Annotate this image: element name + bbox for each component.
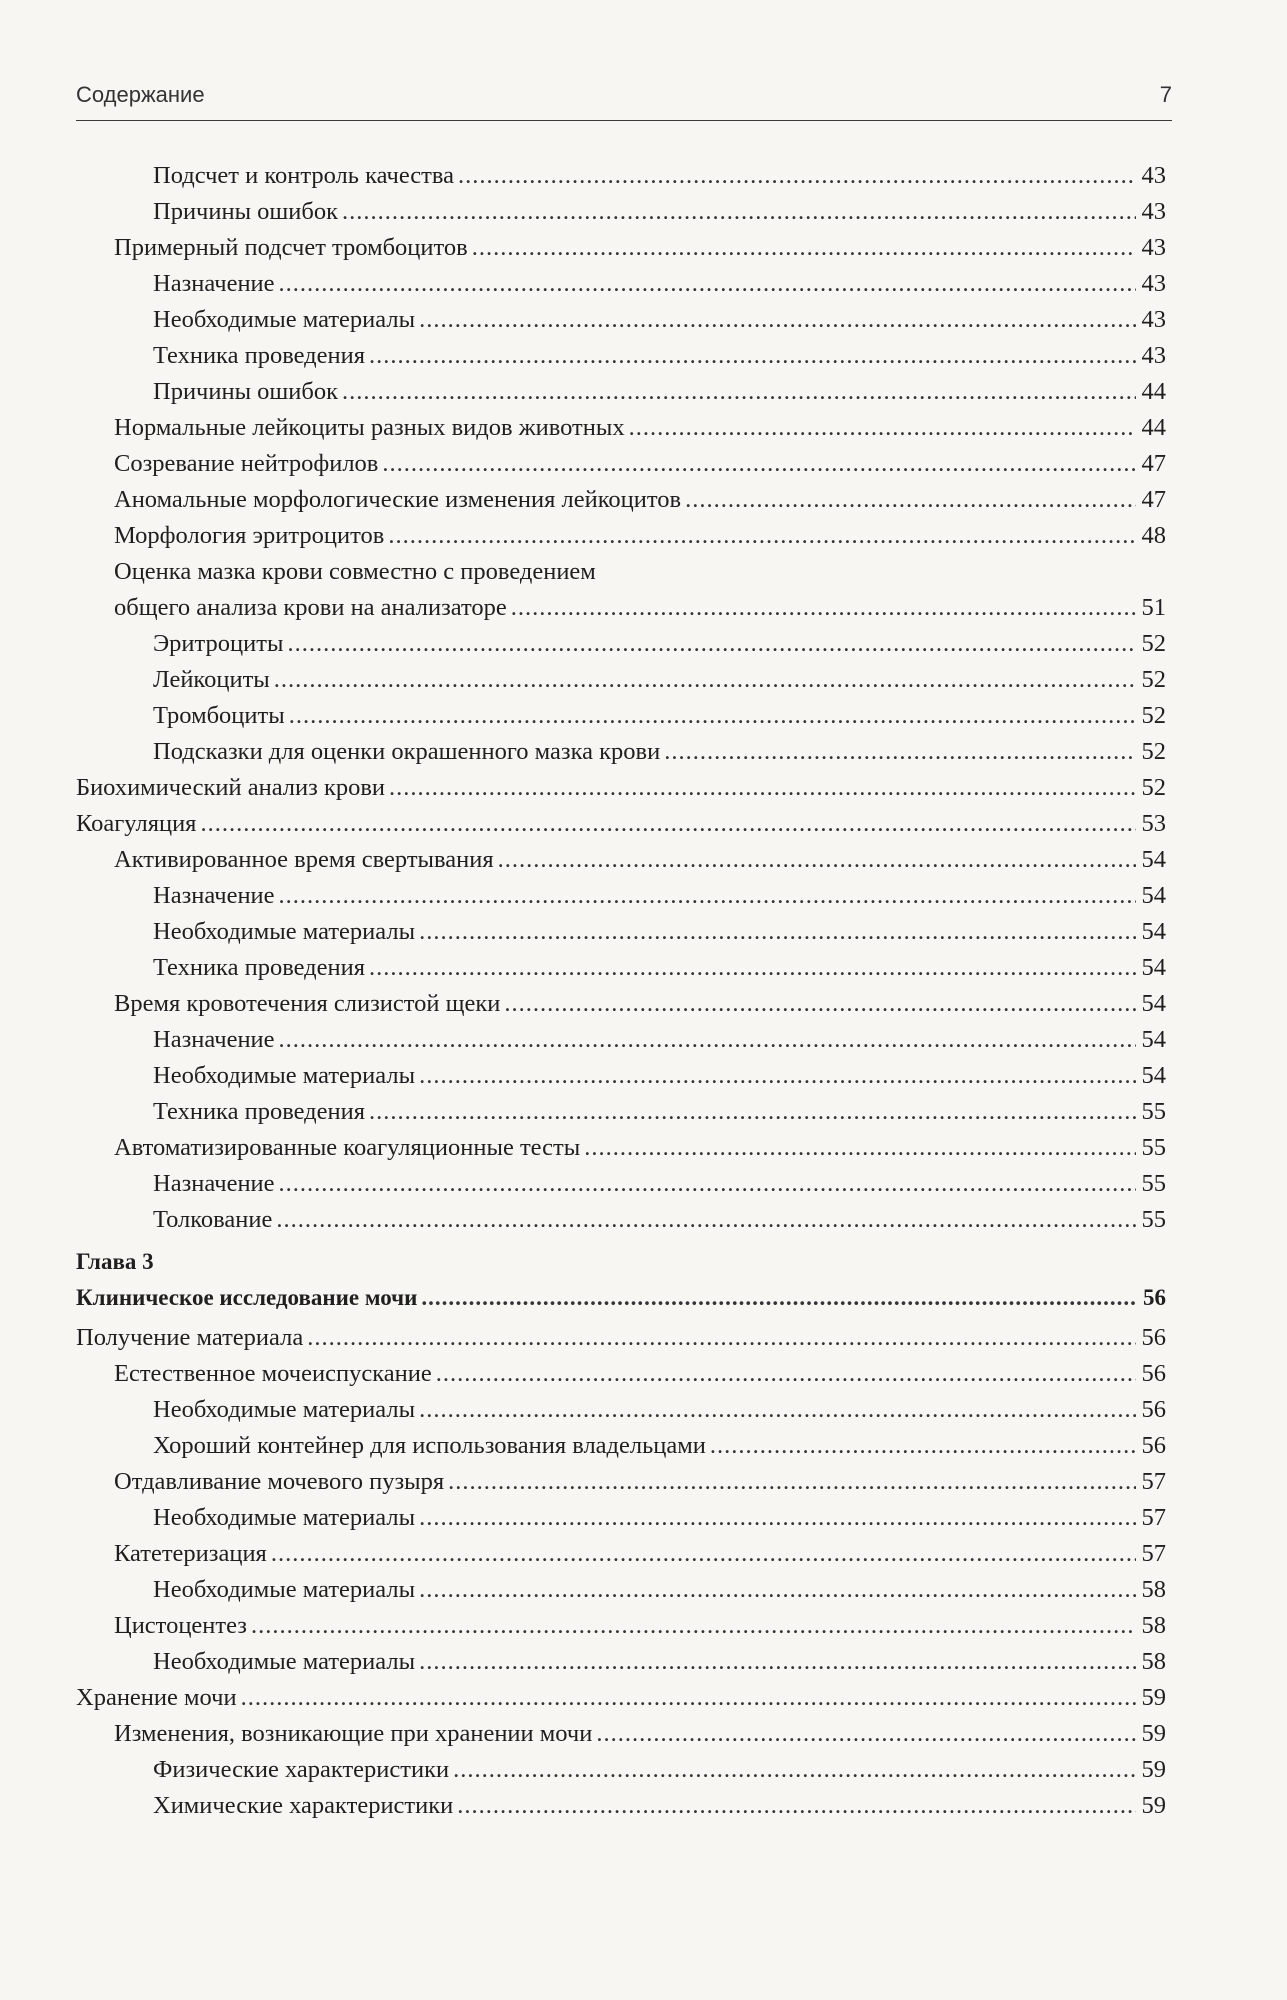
toc-entry: Нормальные лейкоциты разных видов животных ..... 44 [76,410,1166,446]
toc-entry: Назначение ..... 43 [76,266,1166,302]
toc-entry: Аномальные морфологические изменения лейкоцитов ..... 47 [76,482,1166,518]
toc-entry: Причины ошибок ..... 43 [76,194,1166,230]
toc-entry: общего анализа крови на анализаторе ..... 51 [76,590,1166,626]
toc-entry: Причины ошибок ..... 44 [76,374,1166,410]
chapter-label: Глава 3 [76,1249,154,1274]
toc-entry: Биохимический анализ крови ..... 52 [76,770,1166,806]
table-of-contents [76,158,1166,1824]
toc-entry: Назначение ..... 54 [76,878,1166,914]
toc-entry: Оценка мазка крови совместно с проведением [114,558,596,585]
header-page-number: 7 [1159,82,1172,107]
toc-entry: Необходимые материалы ..... 56 [76,1392,1166,1428]
toc-entry: Примерный подсчет тромбоцитов ..... 43 [76,230,1166,266]
toc-entry: Техника проведения ..... 43 [76,338,1166,374]
toc-entry: Активированное время свертывания ..... 54 [76,842,1166,878]
toc-entry: Необходимые материалы ..... 58 [76,1572,1166,1608]
toc-entry: Назначение ..... 55 [76,1166,1166,1202]
toc-entry: Толкование ..... 55 [76,1202,1166,1238]
toc-entry: Тромбоциты ..... 52 [76,698,1166,734]
chapter-title-entry: Клиническое исследование мочи ..... 56 [76,1280,1166,1316]
toc-entry: Подсчет и контроль качества ..... 43 [76,158,1166,194]
toc-entry: Цистоцентез ..... 58 [76,1608,1166,1644]
toc-entry: Необходимые материалы ..... 58 [76,1644,1166,1680]
toc-entry: Время кровотечения слизистой щеки ..... 54 [76,986,1166,1022]
toc-entry: Изменения, возникающие при хранении мочи ..... 59 [76,1716,1166,1752]
toc-entry: Хороший контейнер для использования владельцами ..... 56 [76,1428,1166,1464]
toc-entry: Эритроциты ..... 52 [76,626,1166,662]
toc-entry: Морфология эритроцитов ..... 48 [76,518,1166,554]
toc-entry: Естественное мочеиспускание ..... 56 [76,1356,1166,1392]
toc-entry: Лейкоциты ..... 52 [76,662,1166,698]
toc-entry: Необходимые материалы ..... 54 [76,914,1166,950]
toc-entry: Созревание нейтрофилов ..... 47 [76,446,1166,482]
toc-entry: Хранение мочи ..... 59 [76,1680,1166,1716]
toc-entry: Необходимые материалы ..... 43 [76,302,1166,338]
toc-entry: Необходимые материалы ..... 57 [76,1500,1166,1536]
running-header [76,80,1172,121]
toc-entry: Физические характеристики ..... 59 [76,1752,1166,1788]
header-title: Содержание [76,82,205,107]
toc-entry: Назначение ..... 54 [76,1022,1166,1058]
toc-entry: Техника проведения ..... 55 [76,1094,1166,1130]
toc-entry: Подсказки для оценки окрашенного мазка крови ..... 52 [76,734,1166,770]
toc-entry: Автоматизированные коагуляционные тесты ..... 55 [76,1130,1166,1166]
toc-entry: Катетеризация ..... 57 [76,1536,1166,1572]
toc-entry: Получение материала ..... 56 [76,1320,1166,1356]
toc-entry: Техника проведения ..... 54 [76,950,1166,986]
toc-entry: Отдавливание мочевого пузыря ..... 57 [76,1464,1166,1500]
toc-entry: Химические характеристики ..... 59 [76,1788,1166,1824]
toc-entry: Необходимые материалы ..... 54 [76,1058,1166,1094]
toc-entry: Коагуляция ..... 53 [76,806,1166,842]
